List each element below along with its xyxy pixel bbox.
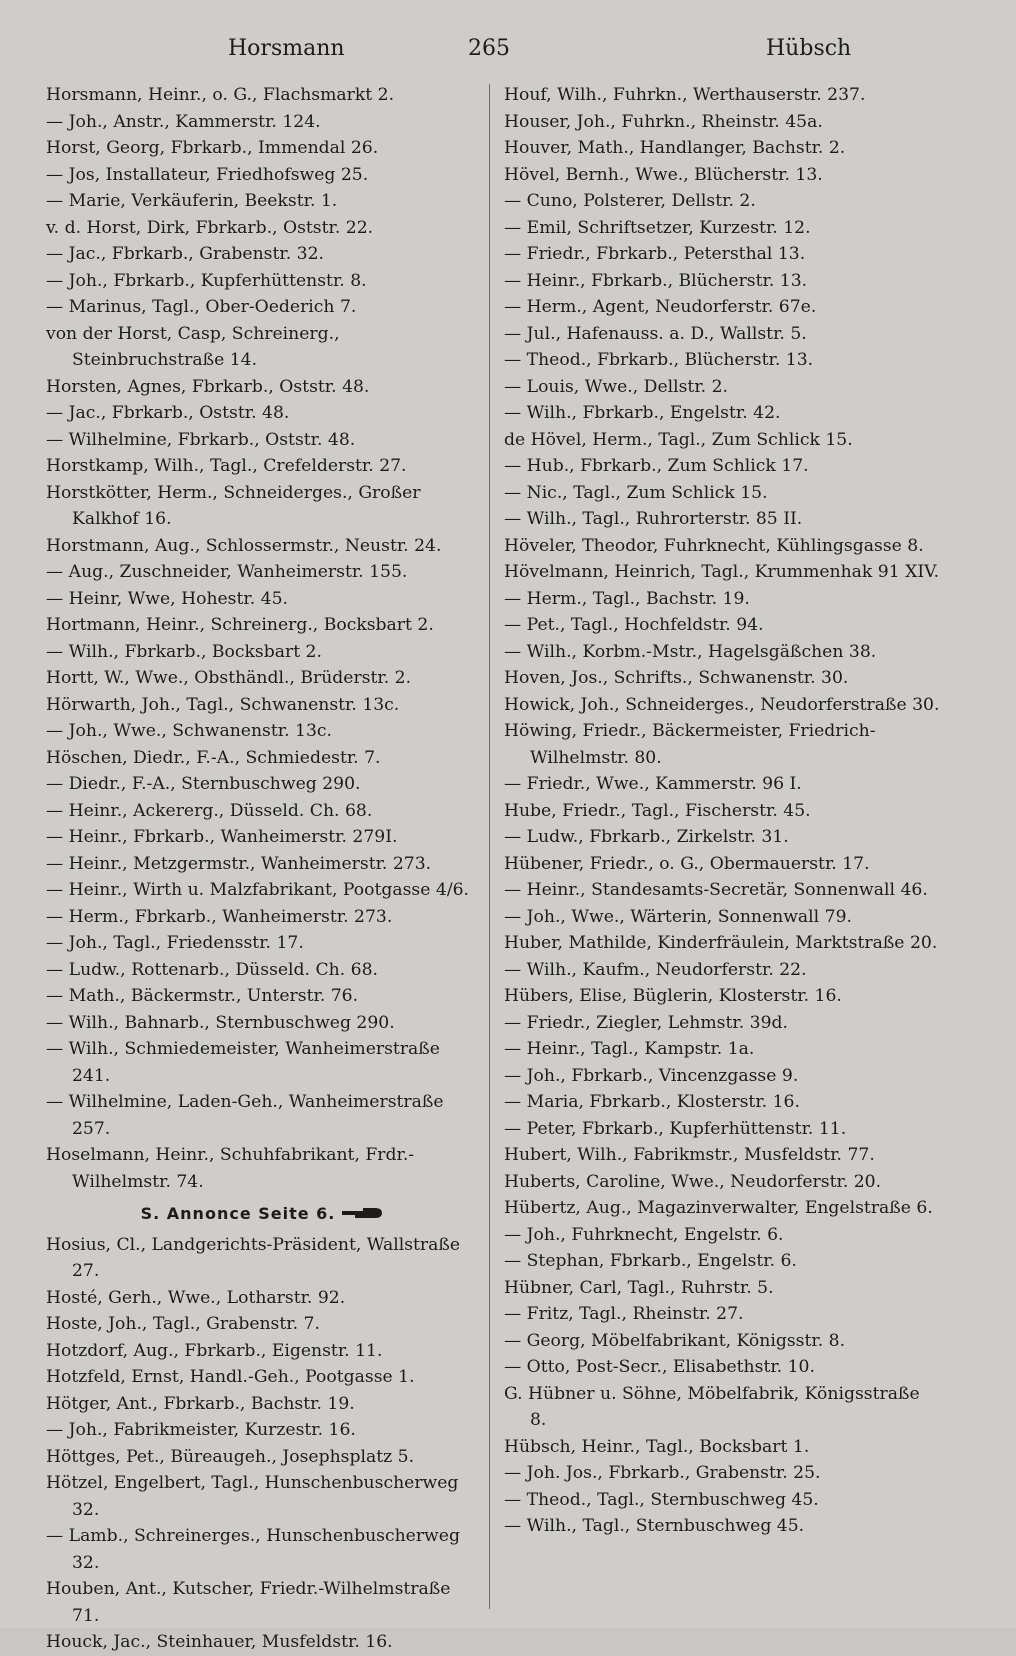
directory-entry: Höwing, Friedr., Bäckermeister, Friedrich-Wilhelmstr. 80. — [504, 721, 876, 768]
directory-entry: — Nic., Tagl., Zum Schlick 15. — [504, 482, 768, 503]
directory-entry: — Stephan, Fbrkarb., Engelstr. 6. — [504, 1251, 797, 1271]
directory-entry: Horstkötter, Herm., Schneiderges., Großer Kalkhof 16. — [46, 482, 421, 529]
directory-entry: — Joh., Fbrkarb., Vincenzgasse 9. — [504, 1065, 799, 1086]
directory-entry: — Joh., Fbrkarb., Kupferhüttenstr. 8. — [46, 270, 367, 291]
pointing-hand-icon — [341, 1206, 383, 1220]
directory-entry: — Marinus, Tagl., Ober-Oederich 7. — [46, 297, 357, 317]
directory-entry: — Heinr., Wirth u. Malzfabrikant, Pootgasse 4/6. — [46, 880, 470, 900]
directory-entry: Hübsch, Heinr., Tagl., Bocksbart 1. — [504, 1436, 810, 1457]
directory-entry: Hübertz, Aug., Magazinverwalter, Engelstraße 6. — [504, 1198, 933, 1218]
directory-entry: — Joh. Jos., Fbrkarb., Grabenstr. 25. — [504, 1463, 821, 1483]
directory-entry: — Heinr., Tagl., Kampstr. 1a. — [504, 1039, 755, 1059]
directory-entry: Horstkamp, Wilh., Tagl., Crefelderstr. 27. — [46, 456, 407, 476]
running-head-left: Horsmann — [228, 36, 345, 61]
directory-entry: — Jac., Fbrkarb., Oststr. 48. — [46, 403, 290, 423]
directory-entry: — Wilhelmine, Fbrkarb., Oststr. 48. — [46, 429, 356, 450]
directory-entry: — Ludw., Fbrkarb., Zirkelstr. 31. — [504, 827, 789, 847]
directory-entry: — Cuno, Polsterer, Dellstr. 2. — [504, 191, 756, 211]
directory-entry: — Diedr., F.-A., Sternbuschweg 290. — [46, 774, 361, 794]
directory-entry: — Math., Bäckermstr., Unterstr. 76. — [46, 986, 359, 1006]
page-header — [0, 30, 1016, 70]
running-head-right: Hübsch — [766, 36, 852, 61]
directory-entry: Höttges, Pet., Büreaugeh., Josephsplatz 5. — [46, 1446, 415, 1467]
directory-entry: — Joh., Wwe., Wärterin, Sonnenwall 79. — [504, 906, 852, 927]
directory-entry: Hövelmann, Heinrich, Tagl., Krummenhak 91 XIV. — [504, 562, 940, 582]
directory-entry: — Pet., Tagl., Hochfeldstr. 94. — [504, 615, 764, 635]
directory-entry: — Marie, Verkäuferin, Beekstr. 1. — [46, 191, 338, 211]
directory-entry: Howick, Joh., Schneiderges., Neudorferstraße 30. — [504, 694, 940, 715]
directory-entry: — Wilh., Schmiedemeister, Wanheimerstraße 241. — [46, 1039, 440, 1086]
directory-entry: — Heinr., Standesamts-Secretär, Sonnenwall 46. — [504, 880, 928, 900]
directory-entry: — Maria, Fbrkarb., Klosterstr. 16. — [504, 1092, 800, 1112]
directory-entry: — Fritz, Tagl., Rheinstr. 27. — [504, 1304, 744, 1324]
directory-entry: — Jos, Installateur, Friedhofsweg 25. — [46, 164, 369, 185]
directory-entry: Huber, Mathilde, Kinderfräulein, Marktstraße 20. — [504, 933, 938, 953]
directory-entry: — Friedr., Ziegler, Lehmstr. 39d. — [504, 1012, 788, 1033]
directory-entry: — Lamb., Schreinerges., Hunschenbuscherweg 32. — [46, 1526, 460, 1573]
directory-entry: Hübener, Friedr., o. G., Obermauerstr. 17. — [504, 853, 870, 874]
directory-entry: — Wilh., Bahnarb., Sternbuschweg 290. — [46, 1012, 395, 1033]
directory-entry: — Theod., Fbrkarb., Blücherstr. 13. — [504, 350, 814, 370]
directory-entry: Hövel, Bernh., Wwe., Blücherstr. 13. — [504, 164, 823, 185]
directory-entry: — Emil, Schriftsetzer, Kurzestr. 12. — [504, 217, 811, 238]
directory-entry: — Heinr, Wwe, Hohestr. 45. — [46, 588, 288, 609]
directory-entry: Hortt, W., Wwe., Obsthändl., Brüderstr. 2. — [46, 668, 412, 688]
directory-entry: — Herm., Fbrkarb., Wanheimerstr. 273. — [46, 906, 393, 927]
directory-entry: Huberts, Caroline, Wwe., Neudorferstr. 20. — [504, 1171, 882, 1192]
directory-entry: — Georg, Möbelfabrikant, Königsstr. 8. — [504, 1330, 846, 1351]
directory-entry: — Wilh., Fbrkarb., Engelstr. 42. — [504, 403, 781, 423]
directory-entry: Houf, Wilh., Fuhrkn., Werthauserstr. 237. — [504, 85, 866, 105]
directory-entry: — Ludw., Rottenarb., Düsseld. Ch. 68. — [46, 959, 378, 980]
directory-entry: G. Hübner u. Söhne, Möbelfabrik, Königsstraße 8. — [504, 1383, 920, 1430]
directory-entry: Houck, Jac., Steinhauer, Musfeldstr. 16. — [46, 1632, 393, 1652]
directory-entry: Höveler, Theodor, Fuhrknecht, Kühlingsgasse 8. — [504, 535, 924, 556]
directory-entry: Hoste, Joh., Tagl., Grabenstr. 7. — [46, 1314, 320, 1334]
directory-entry: — Heinr., Fbrkarb., Blücherstr. 13. — [504, 270, 808, 291]
directory-entry: Hötger, Ant., Fbrkarb., Bachstr. 19. — [46, 1393, 355, 1414]
directory-entry: — Jul., Hafenauss. a. D., Wallstr. 5. — [504, 323, 807, 344]
directory-entry: — Heinr., Metzgermstr., Wanheimerstr. 273. — [46, 853, 432, 874]
directory-entry: von der Horst, Casp, Schreinerg., Steinbruchstraße 14. — [46, 323, 340, 370]
directory-entry: Horst, Georg, Fbrkarb., Immendal 26. — [46, 138, 379, 158]
directory-entry: — Wilh., Fbrkarb., Bocksbart 2. — [46, 641, 322, 662]
directory-entry: Houver, Math., Handlanger, Bachstr. 2. — [504, 138, 846, 158]
directory-entry: Hübers, Elise, Büglerin, Klosterstr. 16. — [504, 986, 842, 1006]
directory-entry: Hubert, Wilh., Fabrikmstr., Musfeldstr. 77. — [504, 1145, 875, 1165]
directory-entry: de Hövel, Herm., Tagl., Zum Schlick 15. — [504, 429, 853, 450]
directory-entry: — Friedr., Fbrkarb., Petersthal 13. — [504, 244, 806, 264]
directory-entry: — Jac., Fbrkarb., Grabenstr. 32. — [46, 244, 324, 264]
directory-entry: — Wilh., Tagl., Ruhrorterstr. 85 II. — [504, 509, 803, 529]
directory-entry: Hoven, Jos., Schrifts., Schwanenstr. 30. — [504, 668, 849, 688]
directory-entry: Hötzel, Engelbert, Tagl., Hunschenbuscherweg 32. — [46, 1473, 459, 1520]
directory-entry: — Wilh., Korbm.-Mstr., Hagelsgäßchen 38. — [504, 641, 877, 662]
directory-entry: v. d. Horst, Dirk, Fbrkarb., Oststr. 22. — [46, 217, 374, 238]
directory-entry: Hosius, Cl., Landgerichts-Präsident, Wallstraße 27. — [46, 1234, 461, 1281]
directory-entry: — Wilhelmine, Laden-Geh., Wanheimerstraße 257. — [46, 1092, 444, 1139]
directory-entry: Horsten, Agnes, Fbrkarb., Oststr. 48. — [46, 376, 370, 397]
directory-entry: — Joh., Anstr., Kammerstr. 124. — [46, 111, 321, 132]
directory-entry: Horstmann, Aug., Schlossermstr., Neustr. 24. — [46, 535, 442, 556]
directory-entry: — Hub., Fbrkarb., Zum Schlick 17. — [504, 456, 809, 476]
directory-entry: Hörwarth, Joh., Tagl., Schwanenstr. 13c. — [46, 694, 400, 715]
directory-entry: — Heinr., Ackererg., Düsseld. Ch. 68. — [46, 800, 373, 821]
directory-entry: — Herm., Agent, Neudorferstr. 67e. — [504, 297, 817, 317]
directory-entry: Hübner, Carl, Tagl., Ruhrstr. 5. — [504, 1277, 774, 1298]
directory-entry: — Wilh., Tagl., Sternbuschweg 45. — [504, 1516, 805, 1536]
directory-entry: Hortmann, Heinr., Schreinerg., Bocksbart 2. — [46, 615, 434, 635]
directory-entry: Hosté, Gerh., Wwe., Lotharstr. 92. — [46, 1287, 346, 1308]
directory-entry: — Otto, Post-Secr., Elisabethstr. 10. — [504, 1357, 815, 1377]
directory-entry: Houben, Ant., Kutscher, Friedr.-Wilhelmstraße 71. — [46, 1579, 451, 1626]
directory-entry: Hotzdorf, Aug., Fbrkarb., Eigenstr. 11. — [46, 1340, 383, 1361]
directory-entry: Hotzfeld, Ernst, Handl.-Geh., Pootgasse 1. — [46, 1367, 415, 1387]
directory-entry: Houser, Joh., Fuhrkn., Rheinstr. 45a. — [504, 111, 823, 132]
left-column — [46, 82, 478, 1656]
directory-entry: Hube, Friedr., Tagl., Fischerstr. 45. — [504, 800, 811, 821]
page-number: 265 — [468, 36, 510, 61]
directory-entry: — Friedr., Wwe., Kammerstr. 96 I. — [504, 774, 802, 794]
advertisement-notice: S. Annonce Seite 6. — [46, 1201, 478, 1228]
directory-entry: — Aug., Zuschneider, Wanheimerstr. 155. — [46, 562, 408, 582]
directory-entry: Horsmann, Heinr., o. G., Flachsmarkt 2. — [46, 85, 395, 105]
directory-entry: Höschen, Diedr., F.-A., Schmiedestr. 7. — [46, 747, 381, 768]
directory-entry: — Peter, Fbrkarb., Kupferhüttenstr. 11. — [504, 1118, 847, 1139]
directory-entry: — Joh., Wwe., Schwanenstr. 13c. — [46, 721, 332, 741]
directory-entry: — Wilh., Kaufm., Neudorferstr. 22. — [504, 959, 807, 980]
directory-entry: — Theod., Tagl., Sternbuschweg 45. — [504, 1489, 819, 1510]
column-divider — [489, 84, 490, 1609]
directory-entry: — Louis, Wwe., Dellstr. 2. — [504, 376, 728, 397]
directory-entry: — Joh., Tagl., Friedensstr. 17. — [46, 933, 304, 953]
right-column — [504, 82, 940, 1540]
directory-entry: — Heinr., Fbrkarb., Wanheimerstr. 279I. — [46, 827, 398, 847]
directory-entry: Hoselmann, Heinr., Schuhfabrikant, Frdr.-Wilhelmstr. 74. — [46, 1145, 415, 1192]
directory-entry: — Joh., Fuhrknecht, Engelstr. 6. — [504, 1224, 784, 1245]
directory-entry: — Joh., Fabrikmeister, Kurzestr. 16. — [46, 1420, 356, 1440]
directory-entry: — Herm., Tagl., Bachstr. 19. — [504, 588, 750, 609]
